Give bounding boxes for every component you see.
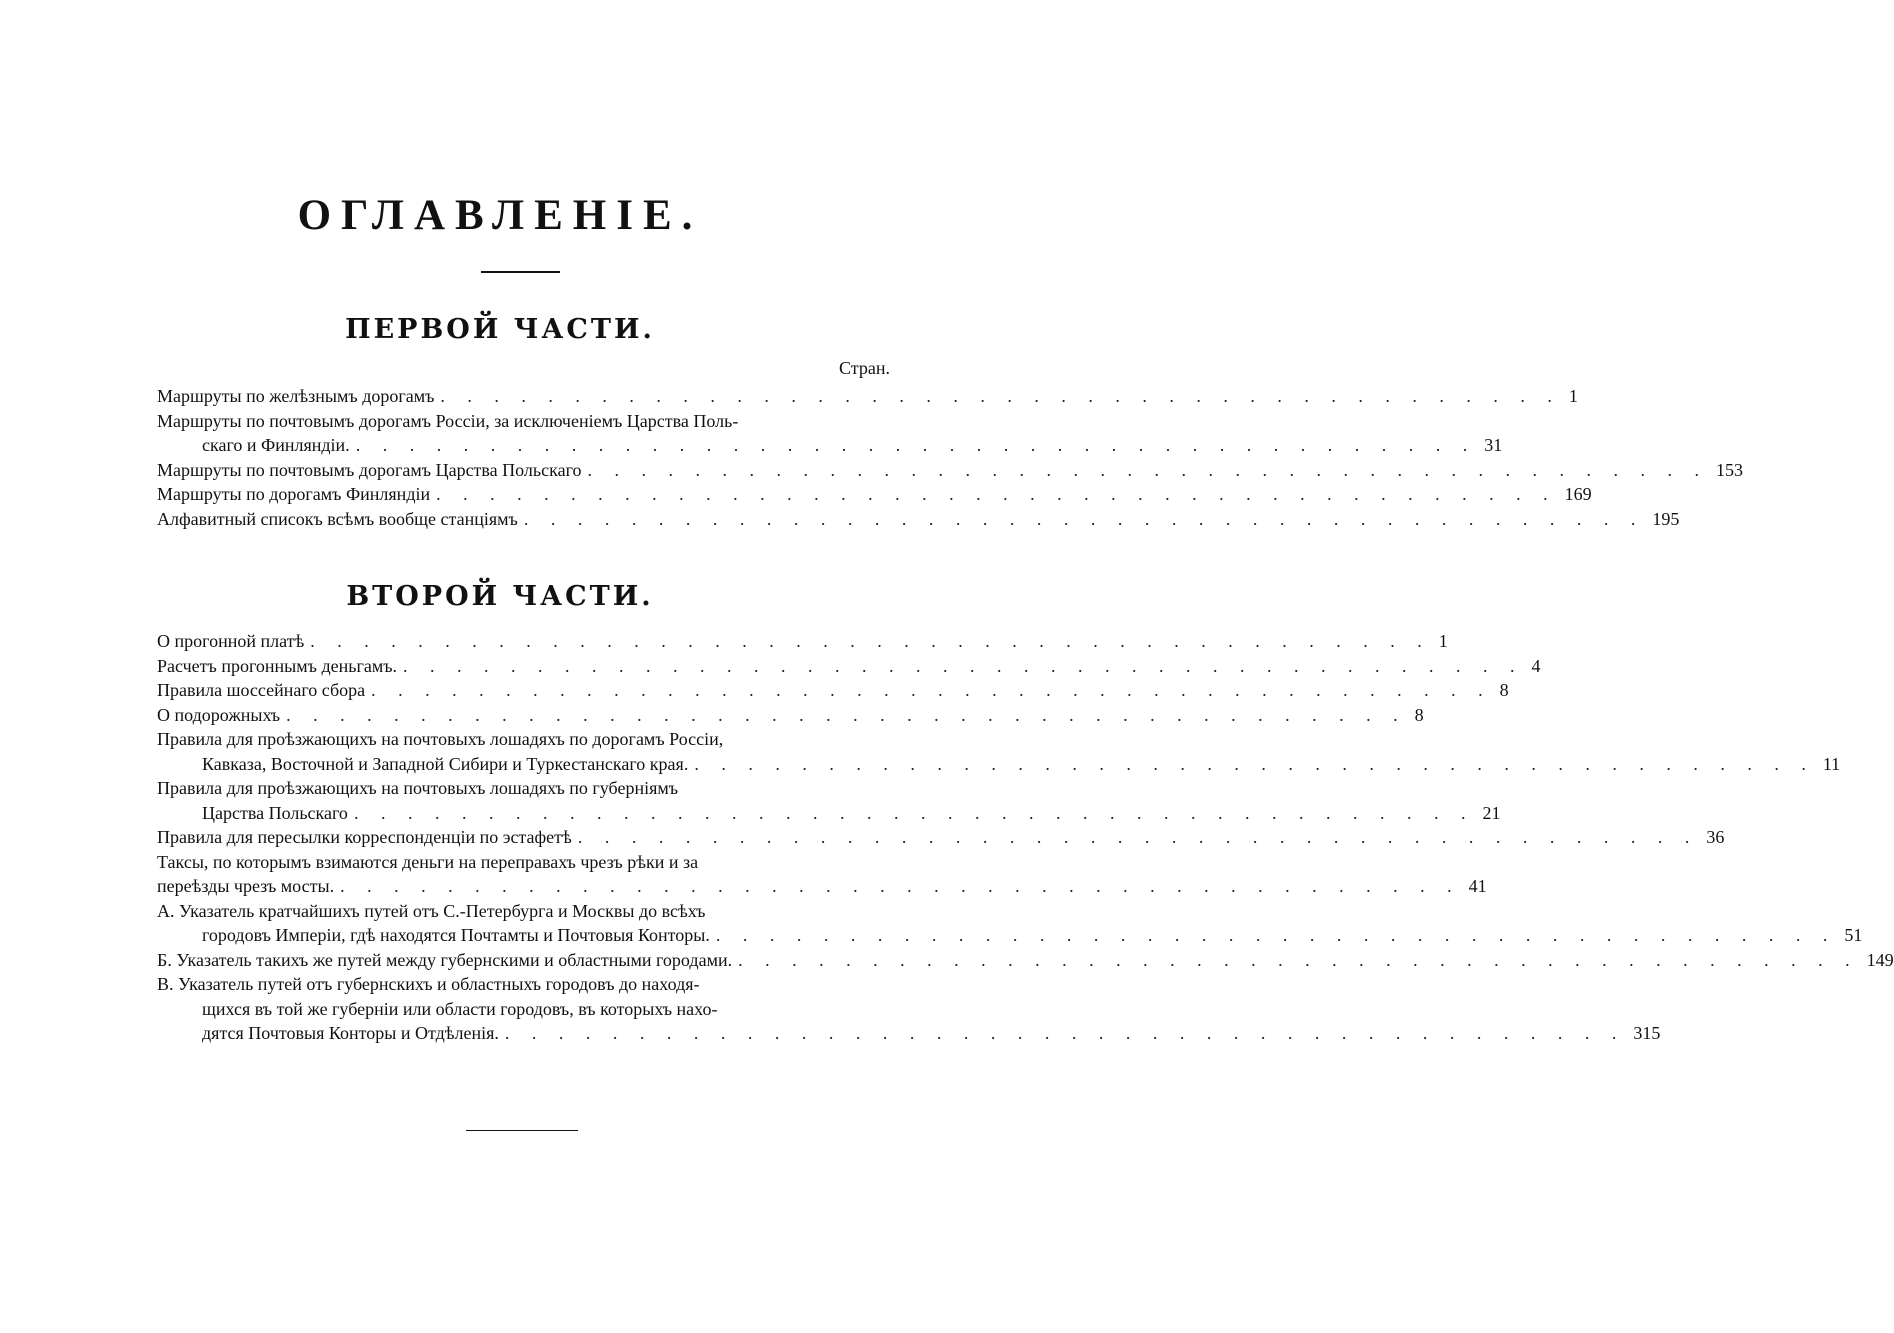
toc-entry[interactable] [157,703,1424,728]
toc-entry-text: Правила шоссейнаго сбора [157,680,366,700]
toc-entry-page: 41 [1468,876,1487,896]
toc-entry-text: А. Указатель кратчайшихъ путей отъ С.-Петербурга и Москвы до всѣхъ [157,900,706,921]
toc-entry-continuation: Царства Польскаго [202,802,348,823]
dot-leader: . . . . . . . . . . . . . . . . . . . . . . . . . . . . . . . . . . . . . . . . . . [403,655,1524,676]
toc-entry[interactable] [157,850,1487,899]
dot-leader: . . . . . . . . . . . . . . . . . . . . . . . . . . . . . . . . . . . . . . . . . . [436,484,1557,504]
title-divider [481,271,560,273]
dot-leader: . . . . . . . . . . . . . . . . . . . . . . . . . . . . . . . . . . . . . . . . . . [340,876,1461,896]
toc-entry[interactable] [157,899,1863,948]
toc-entry[interactable] [157,972,1661,1046]
dot-leader: . . . . . . . . . . . . . . . . . . . . . . . . . . . . . . . . . . . . . . . . . . [587,459,1709,480]
toc-entry-text: Маршруты по дорогамъ Финляндіи [157,484,431,504]
part2-heading: ВТОРОЙ ЧАСТИ. [346,581,654,612]
toc-entry[interactable] [157,482,1592,507]
toc-entry[interactable] [157,825,1725,850]
toc-entry[interactable] [157,629,1448,654]
toc-entry-page: 36 [1706,827,1725,847]
dot-leader: . . . . . . . . . . . . . . . . . . . . . . . . . . . . . . . . . . . . . . . . . . [286,704,1407,725]
page-title: ОГЛАВЛЕНІЕ. [297,192,703,239]
toc-entry[interactable] [157,654,1541,679]
toc-entry-page: 195 [1652,508,1680,529]
toc-entry-text: Правила для пересылки корреспонденціи по эстафетѣ [157,827,572,847]
part1-heading: ПЕРВОЙ ЧАСТИ. [345,314,655,345]
toc-entry[interactable] [157,948,1894,973]
toc-entry-text: Маршруты по почтовымъ дорогамъ Царства Польскаго [157,459,582,480]
page-column-label: Стран. [839,358,890,378]
dot-leader: . . . . . . . . . . . . . . . . . . . . . . . . . . . . . . . . . . . . . . . . . . [310,631,1431,651]
dot-leader: . . . . . . . . . . . . . . . . . . . . . . . . . . . . . . . . . . . . . . . . . . [523,508,1645,529]
toc-entry-continuation: переѣзды чрезъ мосты. [157,876,335,896]
toc-entry-text: Маршруты по почтовымъ дорогамъ Россіи, за исключеніемъ Царства Поль- [157,410,739,431]
dot-leader: . . . . . . . . . . . . . . . . . . . . . . . . . . . . . . . . . . . . . . . . . . [371,680,1492,700]
toc-entry-page: 51 [1844,925,1863,945]
toc-entry-page: 4 [1531,655,1541,676]
toc-entry-page: 8 [1499,680,1509,700]
toc-entry-continuation: скаго и Финляндіи. [202,435,350,455]
toc-entry-continuation: городовъ Имперіи, гдѣ находятся Почтамты и Почтовыя Конторы. [202,925,710,945]
toc-entry[interactable] [157,678,1509,703]
toc-entry-page: 21 [1482,802,1501,823]
toc-entry-continuation: Кавказа, Восточной и Западной Сибири и Туркестанскаго края. [202,753,689,774]
dot-leader: . . . . . . . . . . . . . . . . . . . . . . . . . . . . . . . . . . . . . . . . . . [355,435,1477,455]
toc-entry-text: Маршруты по желѣзнымъ дорогамъ [157,386,435,406]
dot-leader: . . . . . . . . . . . . . . . . . . . . . . . . . . . . . . . . . . . . . . . . . . [694,753,1815,774]
toc-entry-continuation: щихся въ той же губерніи или области городовъ, въ которыхъ нахо- [202,998,718,1019]
toc-entry-text: В. Указатель путей отъ губернскихъ и областныхъ городовъ до находя- [157,974,700,994]
toc-entry-page: 8 [1414,704,1424,725]
toc-entry-text: О прогонной платѣ [157,631,305,651]
toc-entry-continuation: дятся Почтовыя Конторы и Отдѣленія. [202,1023,499,1043]
toc-entry-text: Алфавитный списокъ всѣмъ вообще станціямъ [157,508,518,529]
dot-leader: . . . . . . . . . . . . . . . . . . . . . . . . . . . . . . . . . . . . . . . . . . [577,827,1699,847]
toc-entry-page: 11 [1822,753,1841,774]
toc-entry-text: Правила для проѣзжающихъ на почтовыхъ лошадяхъ по дорогамъ Россіи, [157,729,724,749]
toc-part1 [157,384,1744,531]
toc-entry[interactable] [157,507,1680,532]
toc-entry-text: Правила для проѣзжающихъ на почтовыхъ лошадяхъ по губерніямъ [157,778,679,798]
toc-entry-page: 169 [1564,484,1592,504]
toc-entry[interactable] [157,458,1744,483]
toc-entry[interactable] [157,727,1841,776]
toc-entry-text: Таксы, по которымъ взимаются деньги на переправахъ чрезъ рѣки и за [157,851,699,872]
toc-entry[interactable] [157,776,1501,825]
toc-entry-page: 315 [1633,1023,1661,1043]
toc-entry[interactable] [157,409,1503,458]
toc-entry-page: 1 [1568,386,1578,406]
toc-entry-text: Б. Указатель такихъ же путей между губернскими и областными городами. [157,949,733,970]
dot-leader: . . . . . . . . . . . . . . . . . . . . . . . . . . . . . . . . . . . . . . . . . . [440,386,1561,406]
dot-leader: . . . . . . . . . . . . . . . . . . . . . . . . . . . . . . . . . . . . . . . . . . [353,802,1475,823]
toc-entry-page: 149 [1866,949,1894,970]
toc-entry[interactable] [157,384,1578,409]
dot-leader: . . . . . . . . . . . . . . . . . . . . . . . . . . . . . . . . . . . . . . . . . . [738,949,1859,970]
dot-leader: . . . . . . . . . . . . . . . . . . . . . . . . . . . . . . . . . . . . . . . . . . [715,925,1837,945]
toc-entry-text: О подорожныхъ [157,704,281,725]
toc-entry-page: 153 [1716,459,1744,480]
toc-entry-page: 31 [1484,435,1503,455]
footer-divider [466,1130,578,1131]
dot-leader: . . . . . . . . . . . . . . . . . . . . . . . . . . . . . . . . . . . . . . . . . . [504,1023,1626,1043]
toc-part2 [157,629,1894,1046]
toc-entry-page: 1 [1438,631,1448,651]
toc-entry-text: Расчетъ прогоннымъ деньгамъ. [157,655,398,676]
